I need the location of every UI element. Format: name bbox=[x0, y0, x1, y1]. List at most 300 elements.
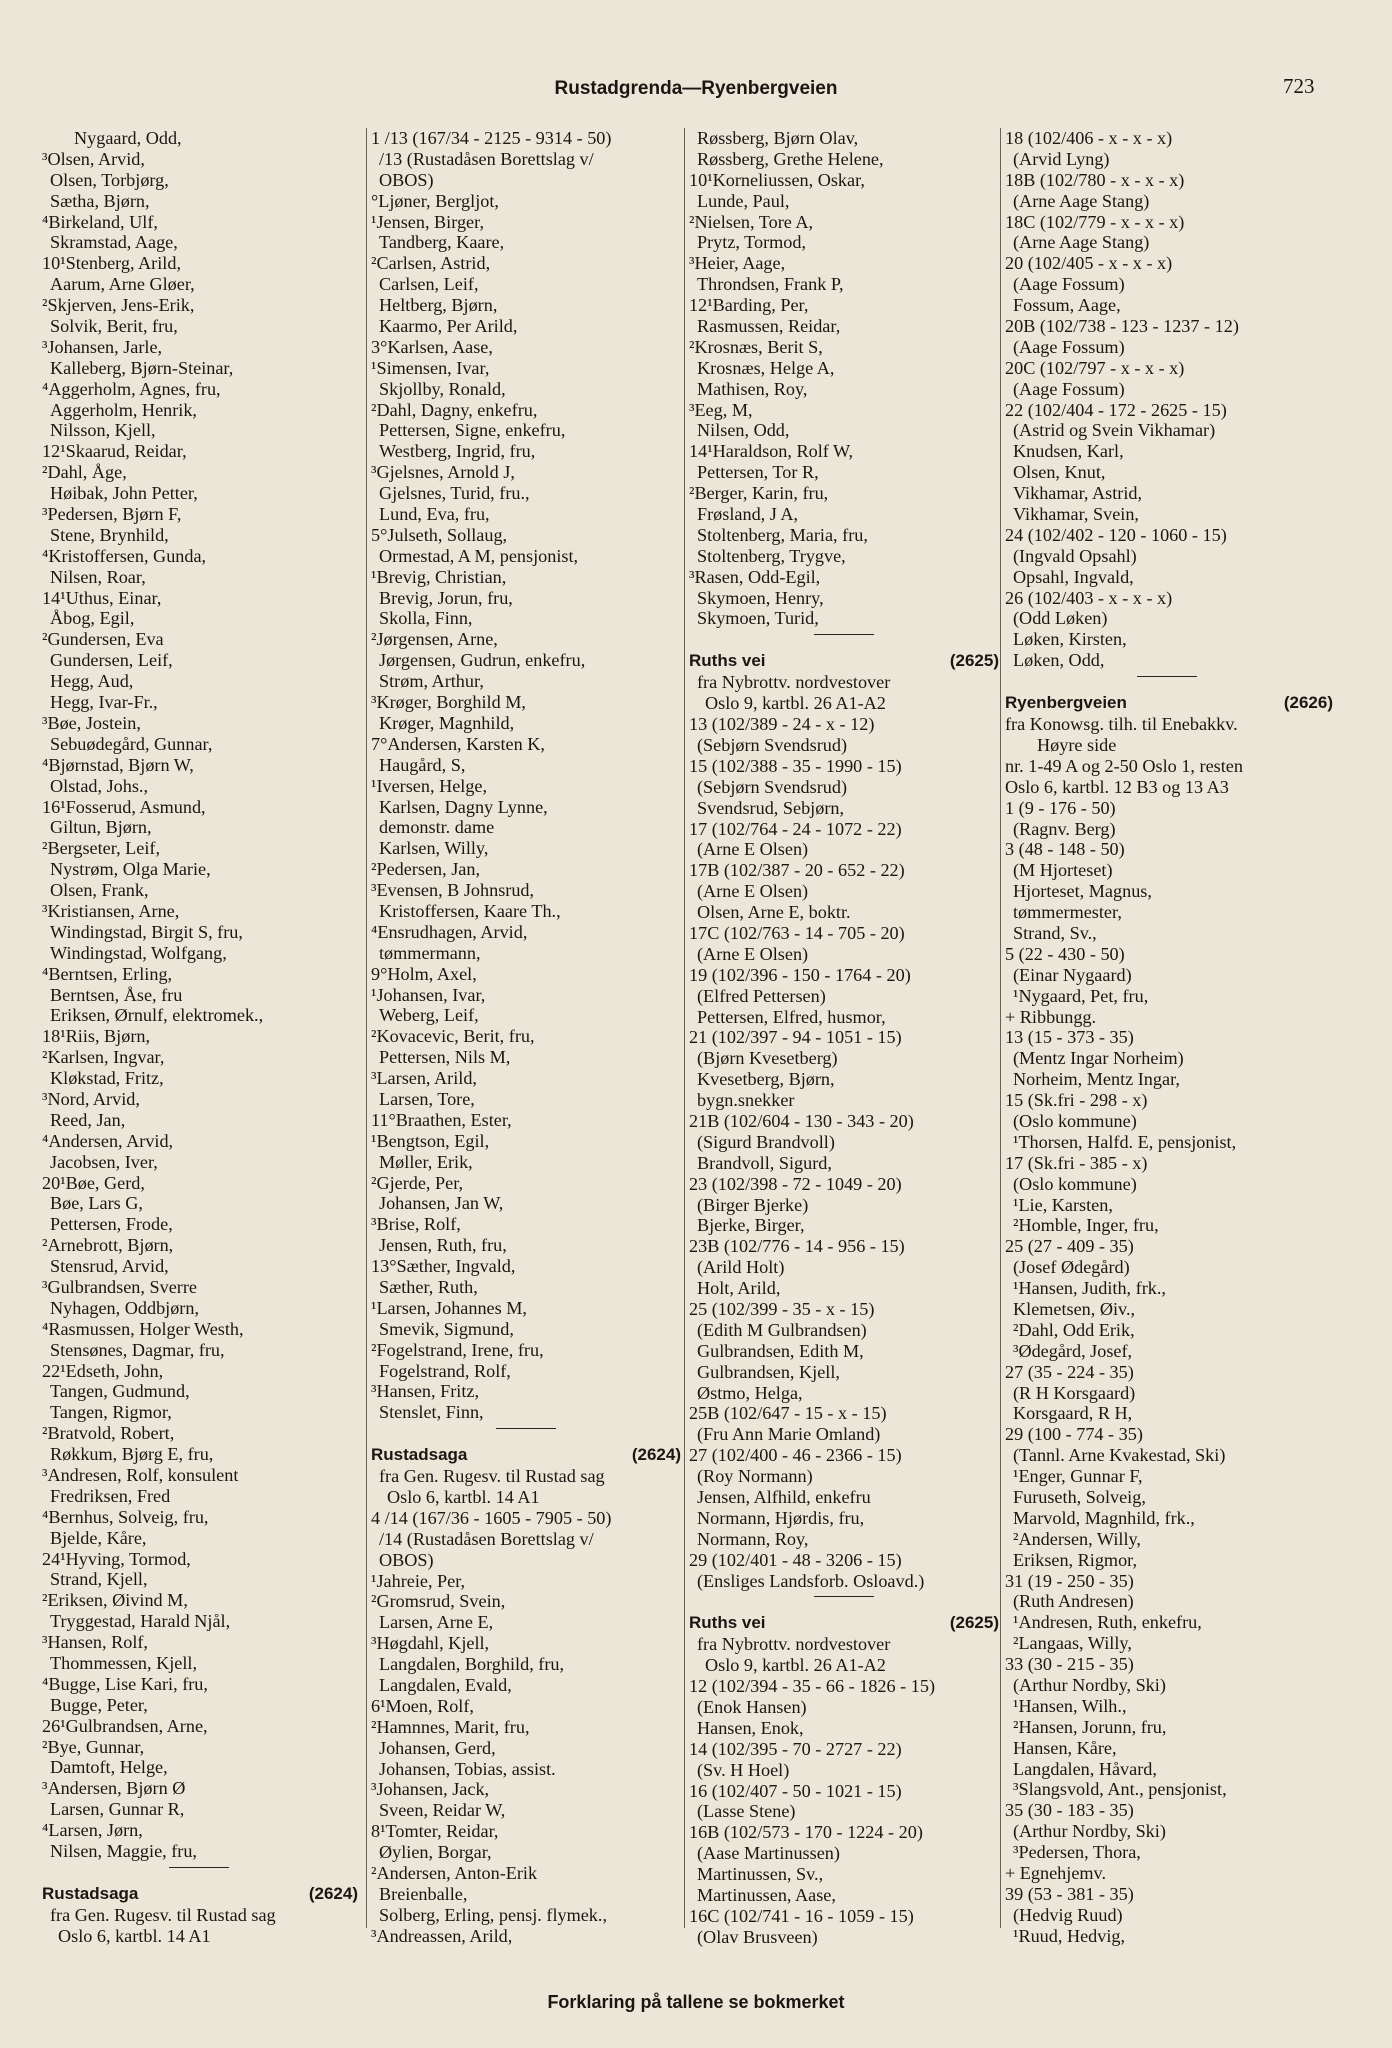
directory-entry: 14¹Haraldson, Rolf W, bbox=[689, 441, 854, 462]
directory-entry: ³Hansen, Rolf, bbox=[42, 1632, 148, 1653]
directory-entry: 14 (102/395 - 70 - 2727 - 22) bbox=[689, 1738, 902, 1759]
directory-entry: ²Gjerde, Per, bbox=[371, 1172, 464, 1193]
directory-entry: ¹Nygaard, Pet, fru, bbox=[1013, 985, 1149, 1006]
directory-entry: Normann, Roy, bbox=[697, 1528, 809, 1549]
directory-entry: Knudsen, Karl, bbox=[1013, 441, 1124, 462]
directory-entry: ⁴Rasmussen, Holger Westh, bbox=[42, 1318, 244, 1339]
directory-entry: ²Kovacevic, Berit, fru, bbox=[371, 1026, 535, 1047]
directory-entry: ³Pedersen, Bjørn F, bbox=[42, 504, 182, 525]
directory-entry: ³Gjelsnes, Arnold J, bbox=[371, 462, 515, 483]
directory-entry: (Ingvald Opsahl) bbox=[1013, 545, 1137, 566]
directory-entry: ²Berger, Karin, fru, bbox=[689, 483, 829, 504]
directory-entry: Skramstad, Aage, bbox=[50, 232, 178, 253]
directory-entry: ⁴Kristoffersen, Gunda, bbox=[42, 545, 207, 566]
directory-entry: Strand, Sv., bbox=[1013, 922, 1097, 943]
directory-entry: ³Kristiansen, Arne, bbox=[42, 900, 180, 921]
directory-entry: ³Pedersen, Thora, bbox=[1013, 1842, 1141, 1863]
directory-entry: Karlsen, Dagny Lynne, bbox=[379, 796, 548, 817]
directory-entry: Pettersen, Frode, bbox=[50, 1214, 173, 1235]
directory-entry: ³Bøe, Jostein, bbox=[42, 712, 141, 733]
directory-entry: Olsen, Torbjørg, bbox=[50, 169, 169, 190]
directory-entry: Holt, Arild, bbox=[697, 1278, 781, 1299]
directory-entry: 5°Julseth, Sollaug, bbox=[371, 524, 508, 545]
directory-entry: Brandvoll, Sigurd, bbox=[697, 1152, 832, 1173]
directory-entry: Kløkstad, Fritz, bbox=[50, 1068, 164, 1089]
directory-entry: Martinussen, Aase, bbox=[697, 1885, 836, 1906]
directory-entry: ²Bratvold, Robert, bbox=[42, 1423, 175, 1444]
directory-entry: ¹Thorsen, Halfd. E, pensjonist, bbox=[1013, 1131, 1237, 1152]
column-1 bbox=[42, 128, 360, 1947]
directory-entry: 17C (102/763 - 14 - 705 - 20) bbox=[689, 922, 905, 943]
directory-entry: Langdalen, Evald, bbox=[379, 1675, 512, 1696]
directory-entry: Langdalen, Borghild, fru, bbox=[379, 1654, 565, 1675]
directory-entry: 25 (102/399 - 35 - x - 15) bbox=[689, 1298, 875, 1319]
directory-entry: Kvesetberg, Bjørn, bbox=[697, 1069, 835, 1090]
directory-entry: Jørgensen, Gudrun, enkefru, bbox=[379, 650, 586, 671]
directory-entry: 29 (102/401 - 48 - 3206 - 15) bbox=[689, 1549, 902, 1570]
directory-entry: (Birger Bjerke) bbox=[697, 1194, 809, 1215]
directory-entry: (Edith M Gulbrandsen) bbox=[697, 1319, 867, 1340]
directory-entry: ¹Lie, Karsten, bbox=[1013, 1194, 1113, 1215]
directory-entry: ³Høgdahl, Kjell, bbox=[371, 1633, 490, 1654]
directory-entry: 8¹Tomter, Reidar, bbox=[371, 1821, 499, 1842]
directory-entry: Svendsrud, Sebjørn, bbox=[697, 797, 845, 818]
directory-entry: ³Rasen, Odd-Egil, bbox=[689, 566, 821, 587]
directory-entry: ²Dahl, Odd Erik, bbox=[1013, 1319, 1135, 1340]
directory-entry: (Olav Brusveen) bbox=[697, 1926, 818, 1947]
directory-entry: Nystrøm, Olga Marie, bbox=[50, 859, 211, 880]
directory-entry: ¹Andresen, Ruth, enkefru, bbox=[1013, 1612, 1202, 1633]
directory-entry: ¹Bengtson, Egil, bbox=[371, 1130, 490, 1151]
directory-entry: (R H Korsgaard) bbox=[1013, 1382, 1136, 1403]
directory-entry: Nilsson, Kjell, bbox=[50, 420, 156, 441]
directory-entry: 9°Holm, Axel, bbox=[371, 963, 477, 984]
directory-entry: 16¹Fosserud, Asmund, bbox=[42, 796, 206, 817]
directory-entry: Aggerholm, Henrik, bbox=[50, 399, 197, 420]
directory-entry: Smevik, Sigmund, bbox=[379, 1318, 514, 1339]
directory-entry: (Odd Løken) bbox=[1013, 608, 1108, 629]
directory-entry: (Einar Nygaard) bbox=[1013, 964, 1132, 985]
column-2 bbox=[366, 128, 683, 1946]
directory-entry: ³Larsen, Arild, bbox=[371, 1068, 477, 1089]
directory-entry: Pettersen, Elfred, husmor, bbox=[697, 1006, 886, 1027]
directory-entry: (Bjørn Kvesetberg) bbox=[697, 1048, 838, 1069]
directory-entry: Kristoffersen, Kaare Th., bbox=[379, 900, 561, 921]
directory-entry: Pettersen, Tor R, bbox=[697, 462, 819, 483]
directory-entry: Tangen, Gudmund, bbox=[50, 1381, 190, 1402]
directory-entry: Øylien, Borgar, bbox=[379, 1842, 492, 1863]
directory-entry: ²Arnebrott, Bjørn, bbox=[42, 1235, 174, 1256]
directory-entry: 1 (9 - 176 - 50) bbox=[1005, 797, 1116, 818]
directory-entry: (Sigurd Brandvoll) bbox=[697, 1131, 835, 1152]
directory-entry: ⁴Aggerholm, Agnes, fru, bbox=[42, 378, 221, 399]
directory-entry: 35 (30 - 183 - 35) bbox=[1005, 1800, 1134, 1821]
directory-entry: Ormestad, A M, pensjonist, bbox=[379, 545, 579, 566]
directory-entry: Tryggestad, Harald Njål, bbox=[50, 1611, 231, 1632]
directory-entry: ²Hamnnes, Marit, fru, bbox=[371, 1716, 530, 1737]
directory-entry: Lund, Eva, fru, bbox=[379, 504, 490, 525]
directory-entry: Krosnæs, Helge A, bbox=[697, 357, 835, 378]
directory-entry: Nyhagen, Oddbjørn, bbox=[50, 1297, 200, 1318]
directory-entry: Brevig, Jorun, fru, bbox=[379, 587, 513, 608]
directory-entry: ²Homble, Inger, fru, bbox=[1013, 1215, 1159, 1236]
directory-entry: (Arthur Nordby, Ski) bbox=[1013, 1675, 1166, 1696]
street-code: (2624) bbox=[308, 1883, 358, 1903]
directory-entry: (Oslo kommune) bbox=[1013, 1173, 1137, 1194]
directory-entry: 17 (Sk.fri - 385 - x) bbox=[1005, 1152, 1148, 1173]
directory-entry: /14 (Rustadåsen Borettslag v/ bbox=[379, 1528, 594, 1549]
directory-entry: 16C (102/741 - 16 - 1059 - 15) bbox=[689, 1905, 914, 1926]
directory-entry: ³Johansen, Jarle, bbox=[42, 336, 163, 357]
directory-entry: Sebuødegård, Gunnar, bbox=[50, 733, 213, 754]
directory-entry: 15 (102/388 - 35 - 1990 - 15) bbox=[689, 755, 902, 776]
directory-entry: Breienballe, bbox=[379, 1883, 468, 1904]
directory-entry: 15 (Sk.fri - 298 - x) bbox=[1005, 1090, 1148, 1111]
page-number: 723 bbox=[1283, 74, 1315, 98]
directory-entry: Oslo 6, kartbl. 14 A1 bbox=[387, 1487, 540, 1507]
directory-entry: Westberg, Ingrid, fru, bbox=[379, 441, 536, 462]
directory-entry: 12¹Barding, Per, bbox=[689, 295, 809, 316]
directory-entry: (Aage Fossum) bbox=[1013, 274, 1125, 295]
directory-entry: ²Bergseter, Leif, bbox=[42, 838, 161, 859]
section-divider bbox=[689, 629, 1001, 639]
directory-entry: Bjerke, Birger, bbox=[697, 1215, 805, 1236]
directory-entry: Oslo 6, kartbl. 14 A1 bbox=[58, 1925, 211, 1946]
directory-entry: fra Gen. Rugesv. til Rustad sag bbox=[379, 1466, 605, 1487]
directory-entry: (Ensliges Landsforb. Osloavd.) bbox=[697, 1570, 925, 1591]
directory-entry: ¹Johansen, Ivar, bbox=[371, 984, 486, 1005]
directory-entry: Thommessen, Kjell, bbox=[50, 1653, 197, 1674]
street-code: (2626) bbox=[1283, 693, 1333, 713]
directory-entry: Jacobsen, Iver, bbox=[50, 1151, 158, 1172]
directory-entry: (Oslo kommune) bbox=[1013, 1110, 1137, 1131]
directory-entry: (Mentz Ingar Norheim) bbox=[1013, 1048, 1184, 1069]
directory-entry: (Ruth Andresen) bbox=[1013, 1591, 1134, 1612]
directory-entry: OBOS) bbox=[379, 169, 434, 190]
street-code: (2624) bbox=[631, 1445, 681, 1465]
directory-entry: 17B (102/387 - 20 - 652 - 22) bbox=[689, 860, 905, 881]
directory-entry: (Enok Hansen) bbox=[697, 1697, 807, 1718]
directory-entry: ²Karlsen, Ingvar, bbox=[42, 1047, 165, 1068]
directory-entry: ⁴Ensrudhagen, Arvid, bbox=[371, 921, 528, 942]
street-code: (2625) bbox=[949, 1613, 999, 1633]
column-4 bbox=[1000, 128, 1335, 1946]
directory-entry: (Hedvig Ruud) bbox=[1013, 1904, 1123, 1925]
directory-entry: 21B (102/604 - 130 - 343 - 20) bbox=[689, 1110, 914, 1131]
directory-entry: Hegg, Aud, bbox=[50, 671, 134, 692]
directory-entry: Furuseth, Solveig, bbox=[1013, 1487, 1146, 1507]
section-divider bbox=[42, 1862, 360, 1872]
directory-entry: Krøger, Magnhild, bbox=[379, 712, 515, 733]
directory-entry: ²Dahl, Dagny, enkefru, bbox=[371, 399, 538, 420]
directory-entry: Gulbrandsen, Edith M, bbox=[697, 1340, 864, 1361]
directory-entry: 10¹Korneliussen, Oskar, bbox=[689, 169, 865, 190]
directory-entry: 3 (48 - 148 - 50) bbox=[1005, 839, 1125, 860]
directory-entry: (Arthur Nordby, Ski) bbox=[1013, 1821, 1166, 1842]
directory-entry: ⁴Bugge, Lise Kari, fru, bbox=[42, 1673, 208, 1694]
directory-entry: 29 (100 - 774 - 35) bbox=[1005, 1424, 1143, 1445]
directory-entry: Nilsen, Roar, bbox=[50, 566, 146, 587]
directory-entry: nr. 1-49 A og 2-50 Oslo 1, resten bbox=[1005, 755, 1243, 776]
directory-entry: (Arne E Olsen) bbox=[697, 839, 809, 860]
directory-entry: ¹Ruud, Hedvig, bbox=[1013, 1925, 1126, 1946]
directory-entry: 13 (102/389 - 24 - x - 12) bbox=[689, 714, 875, 735]
directory-entry: Weberg, Leif, bbox=[379, 1005, 479, 1026]
directory-entry: 23 (102/398 - 72 - 1049 - 20) bbox=[689, 1173, 902, 1194]
directory-entry: Vikhamar, Svein, bbox=[1013, 504, 1139, 525]
directory-entry: 33 (30 - 215 - 35) bbox=[1005, 1654, 1134, 1675]
directory-entry: 3°Karlsen, Aase, bbox=[371, 336, 493, 357]
directory-entry: Åbog, Egil, bbox=[50, 608, 135, 629]
directory-entry: (Elfred Pettersen) bbox=[697, 985, 826, 1006]
directory-entry: 20C (102/797 - x - x - x) bbox=[1005, 357, 1185, 378]
directory-entry: 14¹Uthus, Einar, bbox=[42, 587, 162, 608]
directory-entry: Oslo 6, kartbl. 12 B3 og 13 A3 bbox=[1005, 776, 1229, 797]
directory-entry: ⁴Birkeland, Ulf, bbox=[42, 211, 158, 232]
directory-entry: ³Hansen, Fritz, bbox=[371, 1381, 479, 1402]
directory-entry: ³Nord, Arvid, bbox=[42, 1088, 140, 1109]
directory-entry: ⁴Bjørnstad, Bjørn W, bbox=[42, 754, 194, 775]
directory-entry: /13 (Rustadåsen Borettslag v/ bbox=[379, 148, 594, 169]
directory-entry: 25 (27 - 409 - 35) bbox=[1005, 1236, 1134, 1257]
directory-entry: tømmermester, bbox=[1013, 902, 1122, 923]
directory-entry: Korsgaard, R H, bbox=[1013, 1403, 1133, 1424]
directory-entry: ²Langaas, Willy, bbox=[1013, 1633, 1132, 1654]
directory-entry: demonstr. dame bbox=[379, 817, 495, 838]
street-name: Ruths vei bbox=[689, 1613, 766, 1633]
directory-entry: 16B (102/573 - 170 - 1224 - 20) bbox=[689, 1822, 923, 1843]
directory-entry: ²Andersen, Willy, bbox=[1013, 1528, 1141, 1549]
directory-entry: Hjorteset, Magnus, bbox=[1013, 881, 1152, 902]
directory-entry: Karlsen, Willy, bbox=[379, 838, 489, 859]
directory-entry: 16 (102/407 - 50 - 1021 - 15) bbox=[689, 1780, 902, 1801]
directory-entry: 26 (102/403 - x - x - x) bbox=[1005, 587, 1173, 608]
directory-entry: Aarum, Arne Gløer, bbox=[50, 274, 195, 295]
directory-entry: 31 (19 - 250 - 35) bbox=[1005, 1570, 1134, 1591]
directory-entry: ²Bye, Gunnar, bbox=[42, 1736, 145, 1757]
directory-entry: (Aage Fossum) bbox=[1013, 336, 1125, 357]
directory-entry: Hegg, Ivar-Fr., bbox=[50, 692, 158, 713]
directory-entry: ²Hansen, Jorunn, fru, bbox=[1013, 1716, 1167, 1737]
directory-entry: Eriksen, Ørnulf, elektromek., bbox=[50, 1005, 264, 1026]
directory-entry: Stensrud, Arvid, bbox=[50, 1256, 169, 1277]
street-code: (2625) bbox=[949, 651, 999, 671]
directory-entry: Skjollby, Ronald, bbox=[379, 378, 506, 399]
directory-entry: Larsen, Arne E, bbox=[379, 1612, 494, 1633]
directory-entry: Hansen, Kåre, bbox=[1013, 1737, 1117, 1758]
directory-entry: ¹Simensen, Ivar, bbox=[371, 357, 490, 378]
directory-entry: Lunde, Paul, bbox=[697, 190, 790, 211]
directory-entry: 1 /13 (167/34 - 2125 - 9314 - 50) bbox=[371, 128, 612, 148]
directory-entry: Opsahl, Ingvald, bbox=[1013, 566, 1134, 587]
directory-entry: ¹Enger, Gunnar F, bbox=[1013, 1466, 1143, 1487]
directory-entry: Martinussen, Sv., bbox=[697, 1864, 824, 1885]
directory-entry: Sæther, Ruth, bbox=[379, 1276, 478, 1297]
directory-entry: °Ljøner, Bergljot, bbox=[371, 190, 499, 211]
directory-entry: Gulbrandsen, Kjell, bbox=[697, 1361, 840, 1382]
directory-entry: Pettersen, Nils M, bbox=[379, 1047, 511, 1068]
directory-entry: Berntsen, Åse, fru bbox=[50, 984, 183, 1005]
directory-entry: 12 (102/394 - 35 - 66 - 1826 - 15) bbox=[689, 1676, 936, 1697]
page-footer: Forklaring på tallene se bokmerket bbox=[547, 1992, 845, 2012]
directory-entry: (Arne Aage Stang) bbox=[1013, 190, 1150, 211]
directory-entry: Fredriksen, Fred bbox=[50, 1485, 171, 1506]
directory-entry: (Roy Normann) bbox=[697, 1466, 813, 1487]
directory-entry: Bugge, Peter, bbox=[50, 1694, 148, 1715]
directory-entry: ¹Jensen, Birger, bbox=[371, 211, 484, 232]
directory-entry: ³Heier, Aage, bbox=[689, 253, 786, 274]
directory-entry: Skymoen, Turid, bbox=[697, 608, 819, 629]
directory-entry: (Aase Martinussen) bbox=[697, 1843, 840, 1864]
directory-entry: Stenslet, Finn, bbox=[379, 1402, 484, 1423]
directory-entry: Mathisen, Roy, bbox=[697, 378, 808, 399]
directory-entry: 18¹Riis, Bjørn, bbox=[42, 1026, 151, 1047]
directory-entry: ¹Hansen, Judith, frk., bbox=[1013, 1278, 1166, 1299]
directory-entry: 19 (102/396 - 150 - 1764 - 20) bbox=[689, 964, 911, 985]
section-divider bbox=[1005, 671, 1335, 681]
directory-entry: ²Gundersen, Eva bbox=[42, 629, 164, 650]
directory-entry: + Egnehjemv. bbox=[1005, 1863, 1106, 1884]
directory-entry: Johansen, Jan W, bbox=[379, 1193, 504, 1214]
directory-entry: Olstad, Johs., bbox=[50, 775, 149, 796]
directory-entry: Eriksen, Rigmor, bbox=[1013, 1549, 1138, 1570]
directory-entry: Solberg, Erling, pensj. flymek., bbox=[379, 1904, 607, 1925]
street-heading bbox=[689, 651, 1001, 672]
directory-entry: Klemetsen, Øiv., bbox=[1013, 1298, 1136, 1319]
directory-entry: ³Evensen, B Johnsrud, bbox=[371, 880, 535, 901]
directory-entry: Damtoft, Helge, bbox=[50, 1757, 168, 1778]
directory-entry: ²Gromsrud, Svein, bbox=[371, 1591, 506, 1612]
directory-entry: Røkkum, Bjørg E, fru, bbox=[50, 1444, 214, 1465]
directory-entry: ⁴Bernhus, Solveig, fru, bbox=[42, 1506, 209, 1527]
directory-entry: Olsen, Frank, bbox=[50, 880, 149, 901]
directory-entry: Johansen, Tobias, assist. bbox=[379, 1758, 556, 1779]
directory-entry: ³Andresen, Rolf, konsulent bbox=[42, 1465, 239, 1485]
street-name: Rustadsaga bbox=[371, 1445, 468, 1465]
directory-entry: fra Konowsg. tilh. til Enebakkv. bbox=[1005, 714, 1238, 735]
directory-entry: (Sebjørn Svendsrud) bbox=[697, 734, 848, 755]
directory-entry: (Fru Ann Marie Omland) bbox=[697, 1424, 881, 1445]
directory-entry: Hansen, Enok, bbox=[697, 1717, 804, 1738]
directory-entry: (Arne Aage Stang) bbox=[1013, 232, 1150, 253]
directory-entry: 39 (53 - 381 - 35) bbox=[1005, 1883, 1134, 1904]
directory-entry: (Sv. H Hoel) bbox=[697, 1759, 790, 1780]
directory-entry: Skymoen, Henry, bbox=[697, 587, 824, 608]
directory-entry: (Astrid og Svein Vikhamar) bbox=[1013, 420, 1216, 441]
section-divider bbox=[371, 1423, 683, 1433]
directory-entry: Møller, Erik, bbox=[379, 1151, 473, 1172]
directory-entry: Johansen, Gerd, bbox=[379, 1737, 496, 1758]
directory-entry: Oslo 9, kartbl. 26 A1-A2 bbox=[705, 1655, 886, 1676]
directory-entry: Olsen, Arne E, boktr. bbox=[697, 902, 851, 923]
directory-entry: 20B (102/738 - 123 - 1237 - 12) bbox=[1005, 316, 1239, 337]
directory-entry: (Arne E Olsen) bbox=[697, 881, 809, 902]
directory-entry: fra Nybrottv. nordvestover bbox=[697, 672, 891, 693]
directory-entry: 7°Andersen, Karsten K, bbox=[371, 733, 545, 754]
directory-entry: ³Krøger, Borghild M, bbox=[371, 692, 526, 713]
directory-entry: ²Krosnæs, Berit S, bbox=[689, 336, 823, 357]
directory-entry: 21 (102/397 - 94 - 1051 - 15) bbox=[689, 1027, 902, 1048]
directory-entry: Jensen, Alfhild, enkefru bbox=[697, 1487, 871, 1507]
directory-entry: Fossum, Aage, bbox=[1013, 295, 1121, 316]
directory-entry: Oslo 9, kartbl. 26 A1-A2 bbox=[705, 693, 886, 714]
directory-entry: 23B (102/776 - 14 - 956 - 15) bbox=[689, 1236, 905, 1257]
directory-entry: Røssberg, Bjørn Olav, bbox=[697, 128, 859, 148]
directory-entry: ²Nielsen, Tore A, bbox=[689, 211, 814, 232]
directory-entry: Marvold, Magnhild, frk., bbox=[1013, 1507, 1195, 1528]
directory-entry: 18B (102/780 - x - x - x) bbox=[1005, 169, 1185, 190]
directory-entry: Skolla, Finn, bbox=[379, 608, 473, 629]
street-name: Ryenbergveien bbox=[1005, 693, 1127, 713]
directory-entry: Tangen, Rigmor, bbox=[50, 1402, 172, 1423]
directory-entry: ¹Hansen, Wilh., bbox=[1013, 1695, 1127, 1716]
directory-entry: ³Andreassen, Arild, bbox=[371, 1925, 513, 1946]
directory-entry: Høibak, John Petter, bbox=[50, 483, 198, 504]
directory-entry: (Tannl. Arne Kvakestad, Ski) bbox=[1013, 1445, 1226, 1466]
directory-entry: ²Dahl, Åge, bbox=[42, 462, 127, 483]
directory-entry: Kaarmo, Per Arild, bbox=[379, 316, 518, 337]
directory-entry: ¹Larsen, Johannes M, bbox=[371, 1297, 527, 1318]
directory-entry: Stene, Brynhild, bbox=[50, 524, 169, 545]
directory-entry: 17 (102/764 - 24 - 1072 - 22) bbox=[689, 818, 902, 839]
directory-entry: ²Pedersen, Jan, bbox=[371, 859, 480, 880]
directory-entry: ⁴Larsen, Jørn, bbox=[42, 1820, 143, 1841]
directory-entry: Langdalen, Håvard, bbox=[1013, 1758, 1157, 1779]
directory-entry: Strøm, Arthur, bbox=[379, 671, 484, 692]
directory-entry: 12¹Skaarud, Reidar, bbox=[42, 441, 187, 462]
directory-entry: 18 (102/406 - x - x - x) bbox=[1005, 128, 1173, 148]
directory-entry: tømmermann, bbox=[379, 942, 481, 963]
directory-entry: ²Jørgensen, Arne, bbox=[371, 629, 498, 650]
directory-entry: 10¹Stenberg, Arild, bbox=[42, 253, 181, 274]
directory-entry: Throndsen, Frank P, bbox=[697, 274, 844, 295]
column-3 bbox=[684, 128, 1001, 1947]
directory-entry: Tandberg, Kaare, bbox=[379, 232, 505, 253]
directory-entry: ³Olsen, Arvid, bbox=[42, 148, 145, 169]
directory-entry: (Lasse Stene) bbox=[697, 1801, 796, 1822]
directory-entry: (Josef Ødegård) bbox=[1013, 1257, 1130, 1278]
directory-entry: 20 (102/405 - x - x - x) bbox=[1005, 253, 1173, 274]
directory-entry: Nilsen, Maggie, fru, bbox=[50, 1841, 197, 1862]
directory-entry: Norheim, Mentz Ingar, bbox=[1013, 1069, 1180, 1090]
directory-entry: ¹Jahreie, Per, bbox=[371, 1570, 466, 1591]
directory-entry: ⁴Andersen, Arvid, bbox=[42, 1130, 174, 1151]
directory-entry: OBOS) bbox=[379, 1549, 434, 1570]
directory-entry: Pettersen, Signe, enkefru, bbox=[379, 420, 566, 441]
directory-entry: Haugård, S, bbox=[379, 754, 466, 775]
directory-entry: fra Gen. Rugesv. til Rustad sag bbox=[50, 1904, 276, 1925]
directory-entry: 27 (102/400 - 46 - 2366 - 15) bbox=[689, 1445, 902, 1466]
directory-entry: ³Brise, Rolf, bbox=[371, 1214, 461, 1235]
street-name: Rustadsaga bbox=[42, 1883, 139, 1903]
directory-entry: 22¹Edseth, John, bbox=[42, 1360, 164, 1381]
directory-entry: (M Hjorteset) bbox=[1013, 860, 1113, 881]
directory-entry: ³Ødegård, Josef, bbox=[1013, 1340, 1133, 1361]
directory-entry: fra Nybrottv. nordvestover bbox=[697, 1634, 891, 1655]
directory-entry: 24 (102/402 - 120 - 1060 - 15) bbox=[1005, 524, 1227, 545]
directory-entry: 5 (22 - 430 - 50) bbox=[1005, 943, 1125, 964]
directory-entry: bygn.snekker bbox=[697, 1090, 795, 1111]
directory-entry: ¹Brevig, Christian, bbox=[371, 566, 507, 587]
directory-entry: + Ribbungg. bbox=[1005, 1006, 1097, 1027]
directory-entry: Kalleberg, Bjørn-Steinar, bbox=[50, 357, 234, 378]
directory-entry: Reed, Jan, bbox=[50, 1109, 126, 1130]
directory-entry: Østmo, Helga, bbox=[697, 1382, 803, 1403]
directory-entry: ³Slangsvold, Ant., pensjonist, bbox=[1013, 1779, 1227, 1800]
directory-entry: Høyre side bbox=[1037, 734, 1117, 755]
directory-entry: ²Andersen, Anton-Erik bbox=[371, 1863, 538, 1884]
directory-entry: 27 (35 - 224 - 35) bbox=[1005, 1361, 1134, 1382]
